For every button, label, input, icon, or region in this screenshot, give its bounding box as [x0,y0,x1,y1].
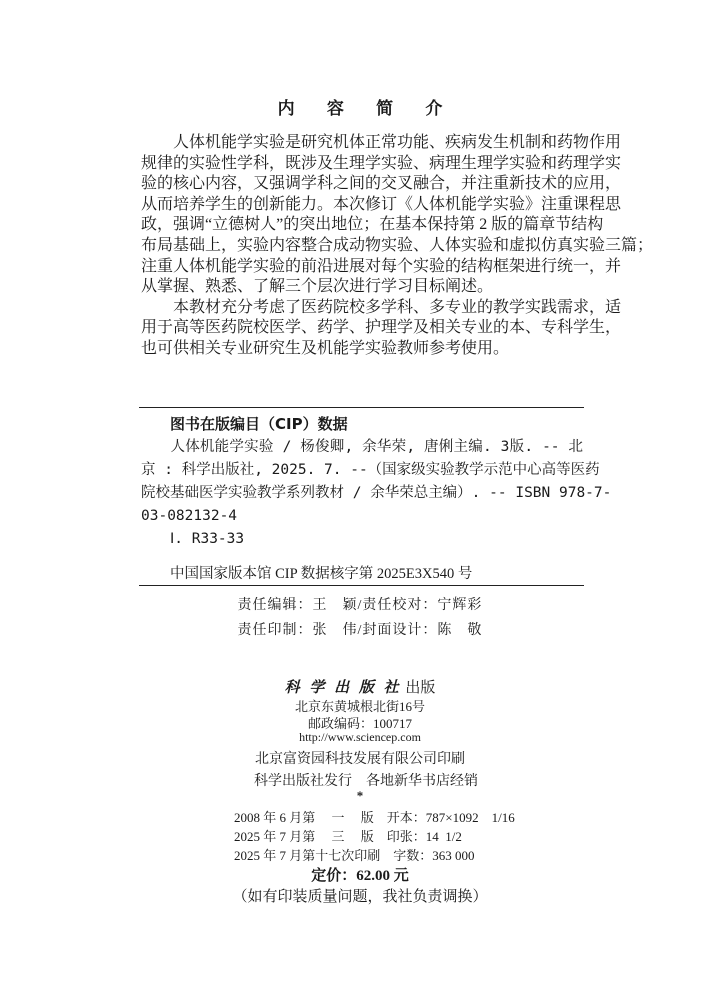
divider [139,407,584,408]
cip-line: 京 : 科学出版社, 2025. 7. --（国家级实验教学示范中心高等医药 [141,462,600,478]
summary-text [141,133,654,360]
quality-notice: （如有印装质量问题，我社负责调换） [232,889,488,905]
price: 定价：62.00 元 [311,868,409,884]
publisher-address: 北京东黄城根北街16号 [294,699,425,714]
cip-line: 院校基础医学实验教学系列教材 / 余华荣总主编）. -- ISBN 978-7- [141,485,612,501]
divider [139,585,584,586]
edition-third: 2025 年 7 月第 三 版 印张：14 1/2 [234,829,462,844]
summary-line: 也可供相关专业研究生及机能学实验教师参考使用。 [141,339,510,357]
printer: 北京富资园科技发展有限公司印刷 [255,752,465,767]
summary-line: 人体机能学实验是研究机体正常功能、疾病发生机制和药物作用 [141,134,622,151]
summary-line: 本教材充分考虑了医药院校多学科、多专业的教学实践需求，适 [141,298,622,316]
cip-verification: 中国国家版本馆 CIP 数据核字第 2025E3X540 号 [170,566,473,582]
distribution: 科学出版社发行 各地新华书店经销 [254,774,478,789]
summary-line: 从而培养学生的创新能力。本次修订《人体机能学实验》注重课程思 [141,195,622,213]
summary-line: 从掌握、熟悉、了解三个层次进行学习目标阐述。 [141,278,494,296]
publisher-logo: 科 学 出 版 社 [284,680,402,696]
cip-line: 03-082132-4 [141,508,238,524]
cip-heading: 图书在版编目（CIP）数据 [170,415,348,433]
printing-info: 2025 年 7 月第十七次印刷 字数：363 000 [234,848,475,863]
editor-credits: 责任编辑：王 颖/责任校对：宁辉彩 [237,598,483,613]
cip-record [141,436,612,528]
page-title: 内 容 简 介 [277,99,457,118]
cip-line: 人体机能学实验 / 杨俊卿, 余华荣, 唐俐主编. 3版. -- 北 [141,439,583,455]
cip-classification: Ⅰ. R33-33 [170,531,245,547]
separator-mark: * [356,788,364,803]
summary-line: 用于高等医药院校医学、药学、护理学及相关专业的本、专科学生， [141,319,622,337]
publisher-heading [0,676,720,697]
edition-first: 2008 年 6 月第 一 版 开本：787×1092 1/16 [234,810,515,825]
summary-line: 验的核心内容，又强调学科之间的交叉融合，并注重新技术的应用， [141,175,622,193]
publisher-postcode: 邮政编码：100717 [307,716,412,731]
production-credits: 责任印制：张 伟/封面设计：陈 敬 [237,623,483,638]
summary-line: 布局基础上，实验内容整合成动物实验、人体实验和虚拟仿真实验三篇； [141,236,654,254]
publish-label: 出版 [405,680,436,696]
publisher-website: http://www.sciencep.com [299,730,421,744]
summary-line: 规律的实验性学科，既涉及生理学实验、病理生理学实验和药理学实 [141,154,622,172]
summary-line: 政，强调“立德树人”的突出地位；在基本保持第 2 版的篇章节结构 [141,216,604,234]
summary-line: 注重人体机能学实验的前沿进展对每个实验的结构框架进行统一，并 [141,257,622,275]
